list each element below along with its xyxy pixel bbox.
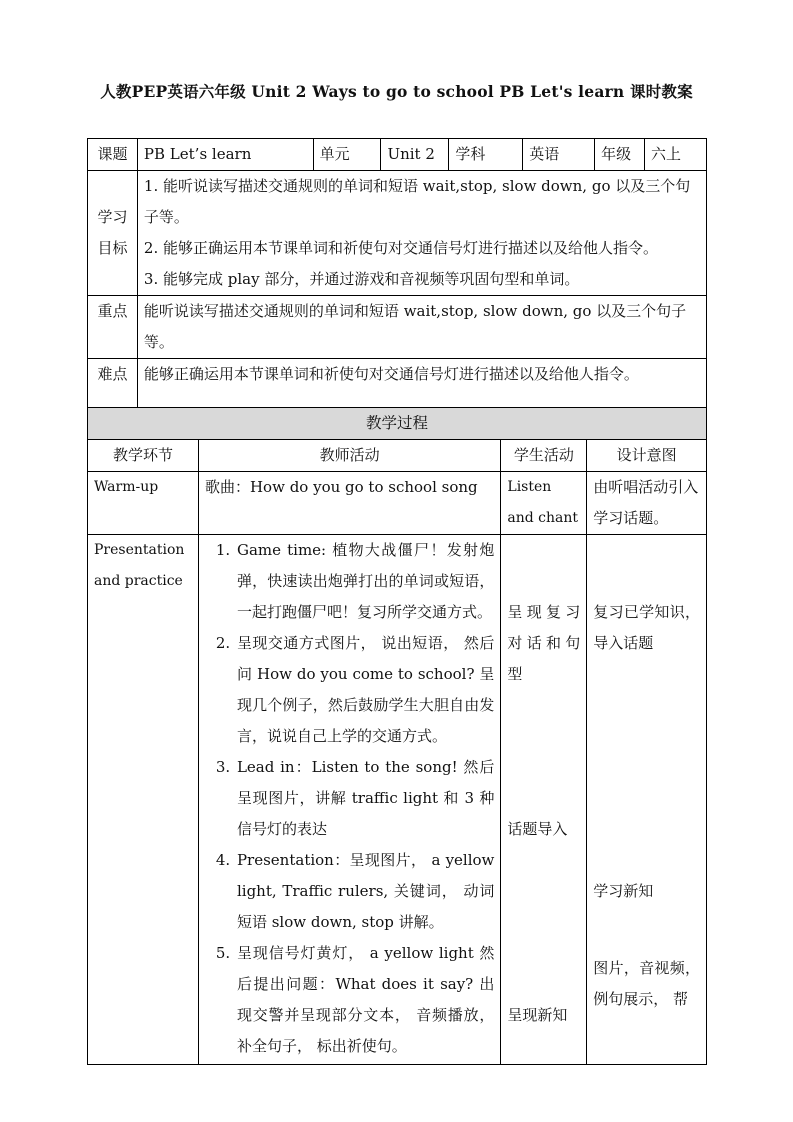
teaching-process-table (87, 407, 707, 1065)
difficulties-label: 难点 (88, 359, 138, 409)
presentation-stage: Presentation and practice (88, 535, 199, 1065)
warmup-student: Listen and chant (501, 472, 587, 535)
process-banner: 教学过程 (88, 408, 707, 440)
goal-item: 1. 能听说读写描述交通规则的单词和短语 wait,stop, slow down, go 以及三个句子等。 (143, 177, 691, 226)
teacher-step: 2. 呈现交通方式图片， 说出短语， 然后问 How do you come to school? 呈现几个例子，然后鼓励学生大胆自由发言，说说自己上学的交通方式。 (235, 628, 494, 752)
presentation-teacher (198, 535, 500, 1065)
teacher-step: 1. Game time: 植物大战僵尸！发射炮弹，快速读出炮弹打出的单词或短语，一起打跑僵尸吧！复习所学交通方式。 (235, 535, 494, 628)
teacher-step: 3. Lead in：Listen to the song! 然后呈现图片，讲解 traffic light 和 3 种信号灯的表达 (235, 752, 494, 845)
difficulties-text: 能够正确运用本节课单词和祈使句对交通信号灯进行描述以及给他人指令。 (137, 359, 706, 409)
header-teacher: 教师活动 (198, 440, 500, 472)
unit-label: 单元 (313, 139, 381, 171)
lesson-info-table (87, 138, 707, 409)
goals-content (137, 171, 706, 296)
page-title: 人教PEP英语六年级 Unit 2 Ways to go to school PB Let's learn 课时教案 (100, 82, 693, 101)
subject-value: 英语 (523, 139, 595, 171)
presentation-student (501, 535, 587, 1065)
student-activity: 呈现新知 (507, 1006, 568, 1024)
goal-item: 3. 能够完成 play 部分，并通过游戏和音视频等巩固句型和单词。 (143, 270, 580, 288)
grade-label: 年级 (595, 139, 645, 171)
goals-label-top: 学习 (97, 208, 128, 226)
key-points-label: 重点 (88, 296, 138, 359)
header-intent: 设计意图 (587, 440, 707, 472)
teacher-step: 4. Presentation：呈现图片， a yellow light, Traffic rulers, 关键词， 动词短语 slow down, stop 讲解。 (235, 845, 494, 938)
design-intent: 学习新知 (593, 882, 654, 900)
goals-label (88, 171, 138, 296)
student-activity: 话题导入 (507, 820, 568, 838)
design-intent: 复习已学知识，导入话题 (593, 603, 700, 652)
warmup-stage: Warm-up (88, 472, 199, 535)
grade-value: 六上 (645, 139, 707, 171)
header-stage: 教学环节 (88, 440, 199, 472)
warmup-intent: 由听唱活动引入学习话题。 (587, 472, 707, 535)
key-points-text: 能听说读写描述交通规则的单词和短语 wait,stop, slow down, go 以及三个句子等。 (137, 296, 706, 359)
unit-value: Unit 2 (381, 139, 449, 171)
design-intent: 图片，音视频，例句展示， 帮 (593, 959, 700, 1008)
goal-item: 2. 能够正确运用本节课单词和祈使句对交通信号灯进行描述以及给他人指令。 (143, 239, 659, 257)
subject-label: 学科 (449, 139, 523, 171)
student-activity: 呈现复习对话和句型 (507, 603, 581, 683)
warmup-teacher: 歌曲：How do you go to school song (198, 472, 500, 535)
teacher-step: 5. 呈现信号灯黄灯， a yellow light 然后提出问题：What does it say? 出现交警并呈现部分文本， 音频播放， 补全句子， 标出祈使句。 (235, 938, 494, 1062)
goals-label-bottom: 目标 (97, 239, 128, 257)
topic-label: 课题 (88, 139, 138, 171)
topic-value: PB Let’s learn (137, 139, 313, 171)
presentation-intent (587, 535, 707, 1065)
header-student: 学生活动 (501, 440, 587, 472)
